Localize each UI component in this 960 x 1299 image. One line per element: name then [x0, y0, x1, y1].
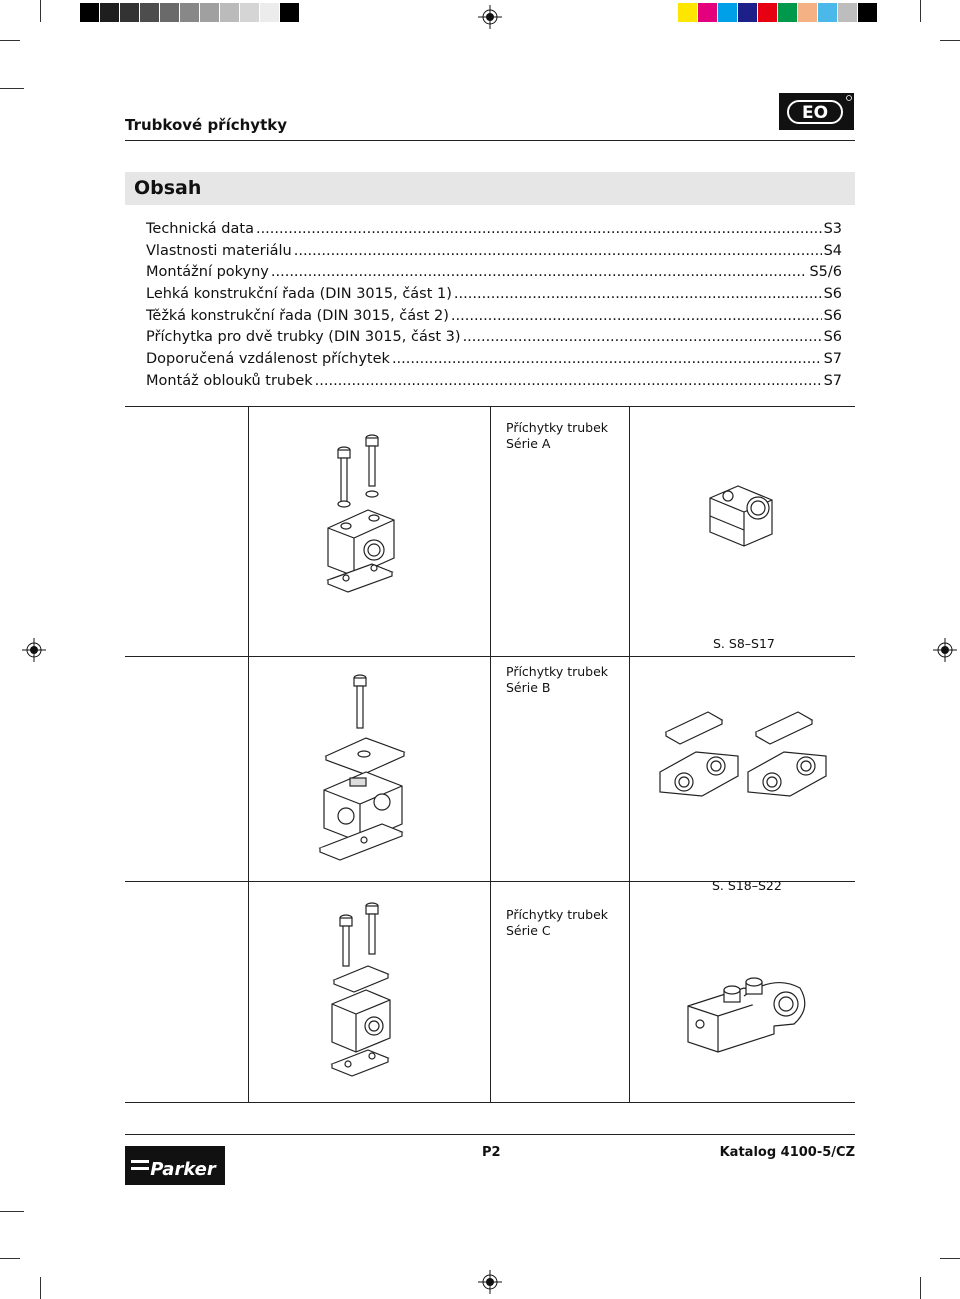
crop-mark: [940, 1258, 960, 1259]
series-c-clamp-drawing: [684, 968, 814, 1054]
crop-mark: [0, 1258, 20, 1259]
column-divider: [248, 406, 249, 1102]
eo-logo: [779, 93, 854, 130]
page-header-title: Trubkové příchytky: [125, 116, 287, 134]
series-a-clamp-drawing: [704, 478, 776, 548]
contents-heading: Obsah: [134, 177, 202, 199]
crop-mark: [920, 1277, 921, 1299]
parker-logo-text: Parker: [150, 1159, 216, 1180]
toc-entry[interactable]: Těžká konstrukční řada (DIN 3015, část 2) ..... S6: [146, 308, 842, 330]
toc-entry[interactable]: Montáž oblouků trubek ..... S7: [146, 373, 842, 395]
series-a-exploded-drawing: [320, 428, 400, 616]
crop-mark: [0, 88, 24, 89]
toc-entry[interactable]: Vlastnosti materiálu ..... S4: [146, 243, 842, 265]
toc-entry[interactable]: Technická data ..... S3: [146, 221, 842, 243]
registration-target-icon: [933, 638, 957, 662]
table-of-contents: [146, 221, 842, 395]
crop-mark: [940, 40, 960, 41]
series-c-caption: Příchytky trubek Série C: [506, 907, 609, 938]
column-divider: [490, 406, 491, 1102]
registration-target-icon: [478, 1270, 502, 1294]
toc-entry[interactable]: Doporučená vzdálenost příchytek ..... S7: [146, 351, 842, 373]
eo-logo-text: EO: [801, 103, 829, 123]
grayscale-color-bar: [80, 3, 300, 22]
crop-mark: [0, 1211, 24, 1212]
page-number: P2: [482, 1145, 501, 1160]
series-b-clamps-drawing: [656, 706, 828, 806]
contents-heading-bar: [125, 172, 855, 205]
toc-entry[interactable]: Příchytka pro dvě trubky (DIN 3015, část 3) ..... S6: [146, 329, 842, 351]
column-divider: [629, 406, 630, 1102]
section-divider: [125, 1102, 855, 1103]
series-c-exploded-drawing: [326, 900, 396, 1088]
toc-entry[interactable]: Montážní pokyny ..... S5/6: [146, 264, 842, 286]
catalog-number: Katalog 4100-5/CZ: [719, 1145, 855, 1160]
series-a-caption: Příchytky trubek Série A: [506, 420, 609, 451]
series-a-page-ref: S. S8–S17: [713, 636, 775, 651]
series-b-page-ref: S. S18–S22: [712, 878, 782, 893]
parker-logo: [125, 1146, 225, 1185]
footer-rule: [125, 1134, 855, 1135]
registration-target-icon: [22, 638, 46, 662]
crop-mark: [0, 40, 20, 41]
series-b-exploded-drawing: [316, 668, 408, 868]
crop-mark: [40, 0, 41, 22]
series-b-caption: Příchytky trubek Série B: [506, 664, 609, 695]
toc-entry[interactable]: Lehká konstrukční řada (DIN 3015, část 1) ..... S6: [146, 286, 842, 308]
process-color-bar: [678, 3, 878, 22]
crop-mark: [40, 1277, 41, 1299]
header-rule: [125, 140, 855, 141]
registration-target-icon: [478, 5, 502, 29]
crop-mark: [920, 0, 921, 22]
